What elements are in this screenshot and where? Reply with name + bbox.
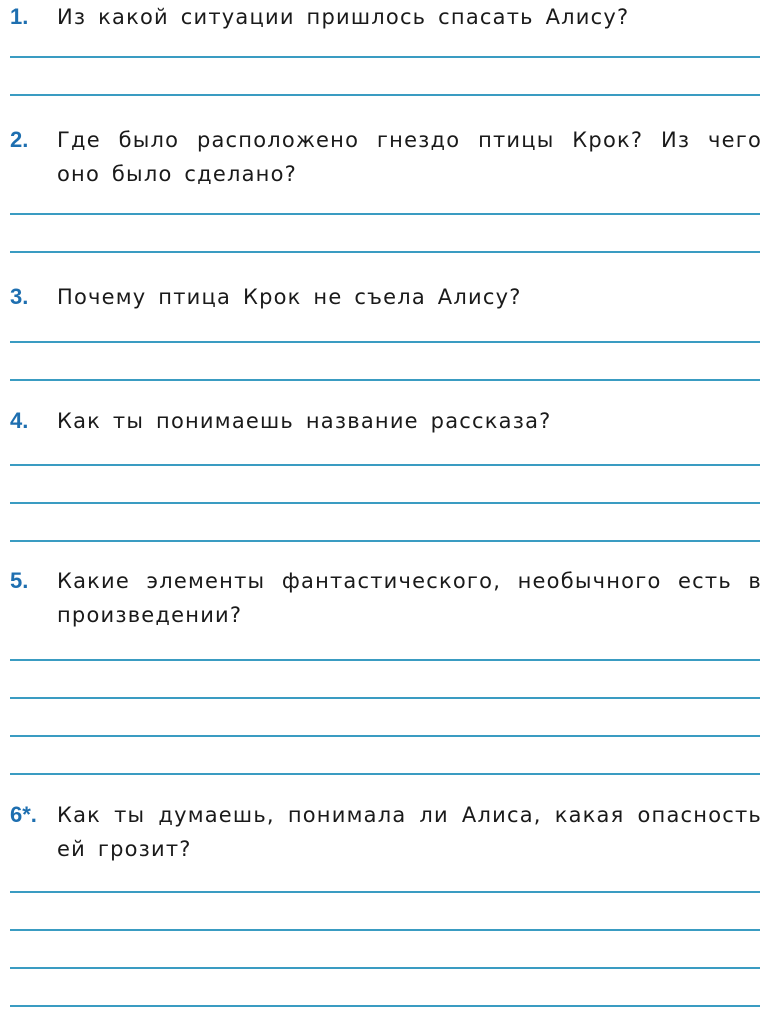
answer-line[interactable] [10, 735, 760, 737]
answer-line[interactable] [10, 502, 760, 504]
answer-line[interactable] [10, 379, 760, 381]
answer-line[interactable] [10, 94, 760, 96]
answer-line[interactable] [10, 56, 760, 58]
question-text: Какие элементы фантастического, необычного есть в произведении? [57, 569, 762, 627]
answer-line[interactable] [10, 773, 760, 775]
question-number: 5. [10, 568, 29, 593]
question-text: Где было расположено гнездо птицы Крок? Из чего оно было сделано? [57, 128, 762, 186]
question-number: 4. [10, 408, 29, 433]
answer-line[interactable] [10, 540, 760, 542]
answer-line[interactable] [10, 213, 760, 215]
answer-line[interactable] [10, 341, 760, 343]
answer-line[interactable] [10, 929, 760, 931]
question-number: 6*. [10, 802, 37, 827]
answer-line[interactable] [10, 1005, 760, 1007]
answer-line[interactable] [10, 967, 760, 969]
question-text: Как ты думаешь, понимала ли Алиса, какая опасность ей грозит? [57, 803, 762, 861]
question-number: 1. [10, 4, 29, 29]
question-text: Почему птица Крок не съела Алису? [57, 285, 522, 309]
question-text: Из какой ситуации пришлось спасать Алису? [57, 5, 630, 29]
question-number: 2. [10, 127, 29, 152]
answer-line[interactable] [10, 891, 760, 893]
answer-line[interactable] [10, 464, 760, 466]
question-number: 3. [10, 284, 29, 309]
answer-line[interactable] [10, 251, 760, 253]
answer-line[interactable] [10, 659, 760, 661]
question-text: Как ты понимаешь название рассказа? [57, 409, 552, 433]
answer-line[interactable] [10, 697, 760, 699]
